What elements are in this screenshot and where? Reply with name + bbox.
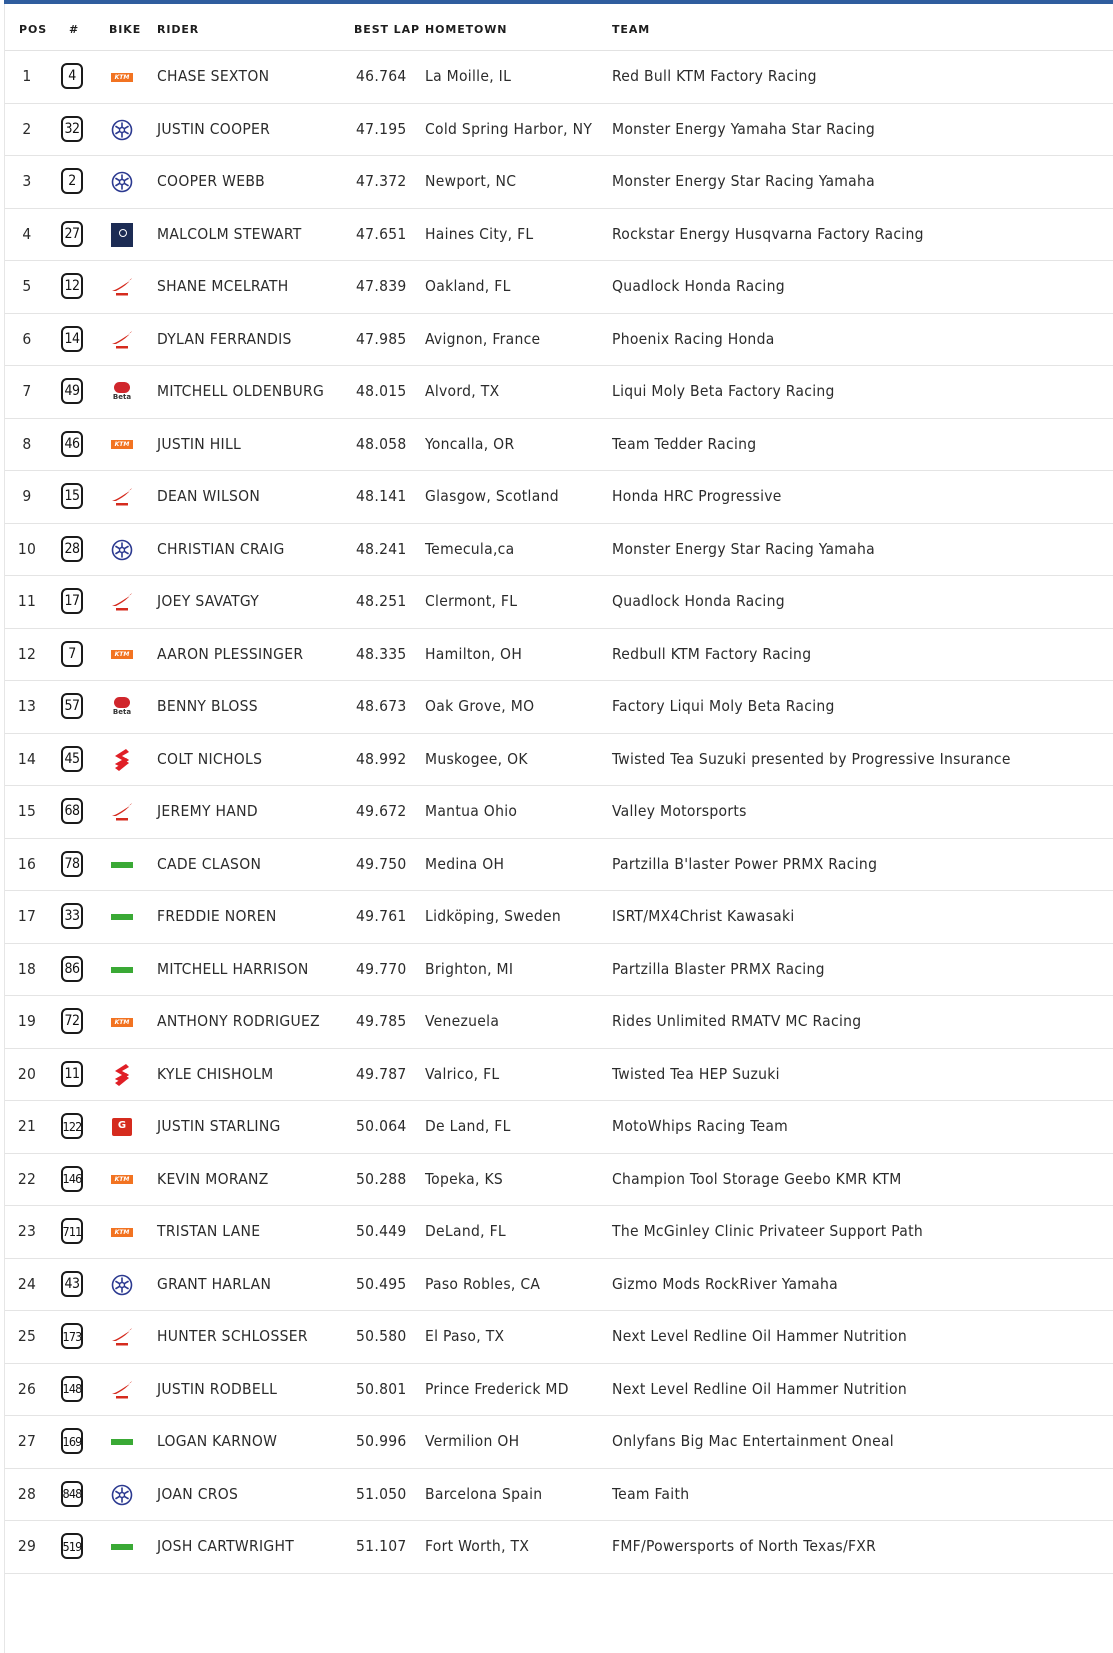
- best-lap-cell: 50.495: [356, 1274, 407, 1293]
- table-row[interactable]: [5, 209, 1113, 262]
- hometown-cell: Clermont, FL: [425, 592, 518, 610]
- position-cell: 14: [17, 749, 37, 768]
- hometown-cell: Muskogee, OK: [425, 749, 528, 768]
- table-row[interactable]: [5, 419, 1113, 472]
- kawasaki-logo-icon: [109, 905, 135, 929]
- hometown-cell: Haines City, FL: [425, 224, 534, 243]
- rider-name-cell[interactable]: AARON PLESSINGER: [157, 644, 304, 663]
- rider-name-cell[interactable]: COOPER WEBB: [157, 172, 266, 190]
- table-row[interactable]: [5, 1101, 1113, 1154]
- best-lap-cell: 47.651: [356, 224, 407, 243]
- header-team: TEAM: [612, 23, 651, 36]
- suzuki-s-icon: [109, 748, 135, 772]
- rider-name-cell[interactable]: LOGAN KARNOW: [157, 1432, 278, 1450]
- husqvarna-crown-icon: [109, 223, 135, 247]
- rider-number-badge: 86: [61, 956, 83, 982]
- best-lap-cell: 51.107: [356, 1537, 407, 1555]
- hometown-cell: DeLand, FL: [425, 1222, 506, 1240]
- hometown-cell: Alvord, TX: [425, 382, 500, 400]
- rider-name-cell[interactable]: JUSTIN COOPER: [157, 119, 271, 138]
- kawasaki-logo-icon: [109, 853, 135, 877]
- rider-number-badge: 4: [61, 63, 83, 89]
- rider-number-badge: 68: [61, 798, 83, 824]
- table-row[interactable]: [5, 104, 1113, 157]
- rider-number-badge: 146: [61, 1166, 83, 1192]
- table-row[interactable]: [5, 366, 1113, 419]
- kawasaki-logo-icon: [109, 1535, 135, 1559]
- rider-name-cell[interactable]: MALCOLM STEWART: [157, 224, 302, 243]
- hometown-cell: Mantua Ohio: [425, 802, 518, 820]
- hometown-cell: Glasgow, Scotland: [425, 487, 559, 505]
- hometown-cell: Topeka, KS: [425, 1169, 504, 1188]
- best-lap-cell: 50.449: [356, 1222, 407, 1240]
- yamaha-tuning-fork-icon: [109, 1483, 135, 1507]
- rider-number-badge: 49: [61, 378, 83, 404]
- position-cell: 1: [22, 67, 32, 85]
- table-header: [5, 4, 1113, 51]
- best-lap-cell: 50.064: [356, 1117, 407, 1135]
- hometown-cell: Venezuela: [425, 1012, 500, 1030]
- best-lap-cell: 49.785: [356, 1012, 407, 1030]
- best-lap-cell: 50.580: [356, 1327, 407, 1345]
- hometown-cell: Temecula,ca: [425, 539, 515, 558]
- rider-name-cell[interactable]: CHRISTIAN CRAIG: [157, 539, 285, 558]
- rider-number-badge: 57: [61, 693, 83, 719]
- best-lap-cell: 49.761: [356, 907, 407, 925]
- hometown-cell: Hamilton, OH: [425, 644, 523, 663]
- team-cell: Quadlock Honda Racing: [612, 592, 785, 610]
- best-lap-cell: 48.335: [356, 644, 407, 663]
- position-cell: 28: [17, 1484, 37, 1503]
- best-lap-cell: 48.673: [356, 697, 407, 715]
- rider-number-badge: 2: [61, 168, 83, 194]
- position-cell: 19: [17, 1012, 37, 1030]
- table-row[interactable]: [5, 681, 1113, 734]
- rider-number-badge: 72: [61, 1008, 83, 1034]
- rider-name-cell[interactable]: CHASE SEXTON: [157, 67, 270, 85]
- honda-wing-icon: [109, 328, 135, 352]
- hometown-cell: Avignon, France: [425, 329, 541, 348]
- ktm-logo-icon: KTM: [109, 433, 135, 457]
- hometown-cell: Brighton, MI: [425, 959, 514, 978]
- rider-name-cell[interactable]: FREDDIE NOREN: [157, 907, 277, 925]
- position-cell: 21: [17, 1117, 37, 1135]
- rider-number-badge: 43: [61, 1271, 83, 1297]
- position-cell: 4: [22, 224, 32, 243]
- team-cell: FMF/Powersports of North Texas/FXR: [612, 1537, 877, 1555]
- hometown-cell: Prince Frederick MD: [425, 1379, 569, 1398]
- rider-name-cell[interactable]: JUSTIN STARLING: [157, 1117, 281, 1135]
- rider-name-cell[interactable]: GRANT HARLAN: [157, 1274, 272, 1293]
- team-cell: Next Level Redline Oil Hammer Nutrition: [612, 1379, 907, 1398]
- position-cell: 24: [17, 1274, 37, 1293]
- results-table: [4, 4, 1113, 1653]
- team-cell: Quadlock Honda Racing: [612, 277, 785, 295]
- table-row[interactable]: [5, 629, 1113, 682]
- hometown-cell: Paso Robles, CA: [425, 1274, 541, 1293]
- hometown-cell: Valrico, FL: [425, 1064, 500, 1083]
- position-cell: 17: [17, 907, 37, 925]
- table-row[interactable]: [5, 261, 1113, 314]
- hometown-cell: Medina OH: [425, 854, 505, 873]
- hometown-cell: La Moille, IL: [425, 67, 512, 85]
- rider-name-cell[interactable]: DYLAN FERRANDIS: [157, 329, 292, 348]
- position-cell: 29: [17, 1537, 37, 1555]
- position-cell: 25: [17, 1327, 37, 1345]
- rider-number-badge: 27: [61, 221, 83, 247]
- rider-name-cell[interactable]: JEREMY HAND: [157, 802, 258, 820]
- team-cell: Rockstar Energy Husqvarna Factory Racing: [612, 224, 924, 243]
- table-row[interactable]: [5, 891, 1113, 944]
- ktm-logo-icon: KTM: [109, 1010, 135, 1034]
- hometown-cell: Lidköping, Sweden: [425, 907, 562, 925]
- team-cell: Partzilla B'laster Power PRMX Racing: [612, 854, 878, 873]
- table-row[interactable]: [5, 576, 1113, 629]
- team-cell: The McGinley Clinic Privateer Support Path: [612, 1222, 924, 1240]
- position-cell: 23: [17, 1222, 37, 1240]
- rider-number-badge: 173: [61, 1323, 83, 1349]
- position-cell: 15: [17, 802, 37, 820]
- table-row[interactable]: [5, 1416, 1113, 1469]
- best-lap-cell: 49.750: [356, 854, 407, 873]
- rider-number-badge: 148: [61, 1376, 83, 1402]
- rider-name-cell[interactable]: SHANE MCELRATH: [157, 277, 289, 295]
- table-body: [5, 51, 1113, 1574]
- rider-number-badge: 15: [61, 483, 83, 509]
- best-lap-cell: 47.839: [356, 277, 407, 295]
- position-cell: 5: [22, 277, 32, 295]
- position-cell: 13: [17, 697, 37, 715]
- best-lap-cell: 48.251: [356, 592, 407, 610]
- honda-wing-icon: [109, 800, 135, 824]
- best-lap-cell: 48.058: [356, 434, 407, 453]
- honda-wing-icon: [109, 1325, 135, 1349]
- rider-name-cell[interactable]: MITCHELL OLDENBURG: [157, 382, 325, 400]
- ktm-logo-icon: KTM: [109, 65, 135, 89]
- team-cell: Red Bull KTM Factory Racing: [612, 67, 817, 85]
- yamaha-tuning-fork-icon: [109, 170, 135, 194]
- rider-name-cell[interactable]: COLT NICHOLS: [157, 749, 263, 768]
- position-cell: 2: [22, 119, 32, 138]
- table-row[interactable]: [5, 524, 1113, 577]
- best-lap-cell: 46.764: [356, 67, 407, 85]
- best-lap-cell: 48.241: [356, 539, 407, 558]
- table-row[interactable]: [5, 51, 1113, 104]
- position-cell: 27: [17, 1432, 37, 1450]
- rider-number-badge: 32: [61, 116, 83, 142]
- team-cell: Gizmo Mods RockRiver Yamaha: [612, 1274, 839, 1293]
- best-lap-cell: 51.050: [356, 1484, 407, 1503]
- position-cell: 20: [17, 1064, 37, 1083]
- gasgas-logo-icon: [109, 1115, 135, 1139]
- table-row[interactable]: [5, 1364, 1113, 1417]
- ktm-logo-icon: KTM: [109, 1168, 135, 1192]
- hometown-cell: Oak Grove, MO: [425, 697, 535, 715]
- best-lap-cell: 50.288: [356, 1169, 407, 1188]
- team-cell: Champion Tool Storage Geebo KMR KTM: [612, 1169, 902, 1188]
- rider-number-badge: 45: [61, 746, 83, 772]
- table-row[interactable]: [5, 1311, 1113, 1364]
- suzuki-s-icon: [109, 1063, 135, 1087]
- position-cell: 26: [17, 1379, 37, 1398]
- position-cell: 11: [17, 592, 37, 610]
- team-cell: Rides Unlimited RMATV MC Racing: [612, 1012, 862, 1030]
- best-lap-cell: 50.996: [356, 1432, 407, 1450]
- position-cell: 3: [22, 172, 32, 190]
- rider-name-cell[interactable]: JUSTIN RODBELL: [157, 1379, 278, 1398]
- rider-name-cell[interactable]: MITCHELL HARRISON: [157, 959, 309, 978]
- honda-wing-icon: [109, 590, 135, 614]
- table-row[interactable]: [5, 996, 1113, 1049]
- team-cell: Twisted Tea HEP Suzuki: [612, 1064, 780, 1083]
- rider-number-badge: 28: [61, 536, 83, 562]
- team-cell: MotoWhips Racing Team: [612, 1117, 789, 1135]
- rider-number-badge: 33: [61, 903, 83, 929]
- table-row[interactable]: [5, 734, 1113, 787]
- rider-name-cell[interactable]: HUNTER SCHLOSSER: [157, 1327, 308, 1345]
- hometown-cell: Fort Worth, TX: [425, 1537, 530, 1555]
- header-bike: BIKE: [109, 23, 142, 36]
- position-cell: 6: [22, 329, 32, 348]
- rider-number-badge: 12: [61, 273, 83, 299]
- rider-number-badge: 11: [61, 1061, 83, 1087]
- rider-number-badge: 7: [61, 641, 83, 667]
- table-row[interactable]: [5, 1154, 1113, 1207]
- ktm-logo-icon: KTM: [109, 1220, 135, 1244]
- table-row[interactable]: [5, 1049, 1113, 1102]
- best-lap-cell: 50.801: [356, 1379, 407, 1398]
- team-cell: Valley Motorsports: [612, 802, 747, 820]
- team-cell: Team Tedder Racing: [612, 434, 757, 453]
- best-lap-cell: 48.992: [356, 749, 407, 768]
- team-cell: ISRT/MX4Christ Kawasaki: [612, 907, 795, 925]
- ktm-logo-icon: KTM: [109, 643, 135, 667]
- rider-number-badge: 17: [61, 588, 83, 614]
- rider-name-cell[interactable]: JOAN CROS: [157, 1484, 239, 1503]
- kawasaki-logo-icon: [109, 1430, 135, 1454]
- position-cell: 22: [17, 1169, 37, 1188]
- rider-number-badge: 711: [61, 1218, 83, 1244]
- yamaha-tuning-fork-icon: [109, 538, 135, 562]
- header-number: #: [69, 23, 80, 36]
- table-row[interactable]: [5, 944, 1113, 997]
- team-cell: Monster Energy Star Racing Yamaha: [612, 539, 876, 558]
- rider-number-badge: 46: [61, 431, 83, 457]
- beta-logo-icon: [109, 695, 135, 719]
- position-cell: 18: [17, 959, 37, 978]
- rider-name-cell[interactable]: JUSTIN HILL: [157, 434, 242, 453]
- table-row[interactable]: [5, 1206, 1113, 1259]
- rider-number-badge: 169: [61, 1428, 83, 1454]
- team-cell: Redbull KTM Factory Racing: [612, 644, 812, 663]
- hometown-cell: El Paso, TX: [425, 1327, 505, 1345]
- team-cell: Onlyfans Big Mac Entertainment Oneal: [612, 1432, 894, 1450]
- team-cell: Next Level Redline Oil Hammer Nutrition: [612, 1327, 907, 1345]
- team-cell: Partzilla Blaster PRMX Racing: [612, 959, 825, 978]
- rider-name-cell[interactable]: JOEY SAVATGY: [157, 592, 260, 610]
- best-lap-cell: 48.141: [356, 487, 407, 505]
- position-cell: 16: [17, 854, 37, 873]
- best-lap-cell: 47.372: [356, 172, 407, 190]
- rider-number-badge: 519: [61, 1533, 83, 1559]
- rider-name-cell[interactable]: ANTHONY RODRIGUEZ: [157, 1012, 320, 1030]
- honda-wing-icon: [109, 275, 135, 299]
- header-hometown: HOMETOWN: [425, 23, 508, 36]
- table-row[interactable]: [5, 1259, 1113, 1312]
- position-cell: 10: [17, 539, 37, 558]
- header-rider: RIDER: [157, 23, 200, 36]
- yamaha-tuning-fork-icon: [109, 1273, 135, 1297]
- table-row[interactable]: [5, 314, 1113, 367]
- table-row[interactable]: [5, 471, 1113, 524]
- table-row[interactable]: [5, 839, 1113, 892]
- team-cell: Monster Energy Yamaha Star Racing: [612, 119, 876, 138]
- rider-number-badge: 14: [61, 326, 83, 352]
- hometown-cell: Newport, NC: [425, 172, 517, 190]
- team-cell: Honda HRC Progressive: [612, 487, 782, 505]
- team-cell: Phoenix Racing Honda: [612, 329, 775, 348]
- table-row[interactable]: [5, 1521, 1113, 1574]
- rider-name-cell[interactable]: CADE CLASON: [157, 854, 262, 873]
- best-lap-cell: 47.985: [356, 329, 407, 348]
- team-cell: Liqui Moly Beta Factory Racing: [612, 382, 835, 400]
- honda-wing-icon: [109, 1378, 135, 1402]
- team-cell: Monster Energy Star Racing Yamaha: [612, 172, 876, 190]
- best-lap-cell: 49.672: [356, 802, 407, 820]
- hometown-cell: Cold Spring Harbor, NY: [425, 119, 593, 138]
- honda-wing-icon: [109, 485, 135, 509]
- yamaha-tuning-fork-icon: [109, 118, 135, 142]
- kawasaki-logo-icon: [109, 958, 135, 982]
- rider-name-cell[interactable]: DEAN WILSON: [157, 487, 261, 505]
- rider-number-badge: 848: [61, 1481, 83, 1507]
- best-lap-cell: 49.770: [356, 959, 407, 978]
- table-row[interactable]: [5, 1469, 1113, 1522]
- rider-name-cell[interactable]: BENNY BLOSS: [157, 697, 258, 715]
- header-pos: POS: [19, 23, 48, 36]
- table-row[interactable]: [5, 156, 1113, 209]
- header-best-lap: BEST LAP: [354, 23, 420, 36]
- team-cell: Twisted Tea Suzuki presented by Progressive Insurance: [612, 749, 1011, 768]
- position-cell: 7: [22, 382, 32, 400]
- rider-name-cell[interactable]: KYLE CHISHOLM: [157, 1064, 274, 1083]
- rider-name-cell[interactable]: JOSH CARTWRIGHT: [157, 1537, 295, 1555]
- rider-number-badge: 122: [61, 1113, 83, 1139]
- hometown-cell: Yoncalla, OR: [425, 434, 515, 453]
- position-cell: 9: [22, 487, 32, 505]
- best-lap-cell: 48.015: [356, 382, 407, 400]
- position-cell: 8: [22, 434, 32, 453]
- team-cell: Team Faith: [612, 1484, 690, 1503]
- hometown-cell: Vermilion OH: [425, 1432, 520, 1450]
- rider-number-badge: 78: [61, 851, 83, 877]
- hometown-cell: De Land, FL: [425, 1117, 511, 1135]
- best-lap-cell: 47.195: [356, 119, 407, 138]
- table-row[interactable]: [5, 786, 1113, 839]
- best-lap-cell: 49.787: [356, 1064, 407, 1083]
- hometown-cell: Barcelona Spain: [425, 1484, 543, 1503]
- team-cell: Factory Liqui Moly Beta Racing: [612, 697, 835, 715]
- beta-logo-icon: [109, 380, 135, 404]
- hometown-cell: Oakland, FL: [425, 277, 511, 295]
- rider-name-cell[interactable]: TRISTAN LANE: [157, 1222, 261, 1240]
- position-cell: 12: [17, 644, 37, 663]
- rider-name-cell[interactable]: KEVIN MORANZ: [157, 1169, 269, 1188]
